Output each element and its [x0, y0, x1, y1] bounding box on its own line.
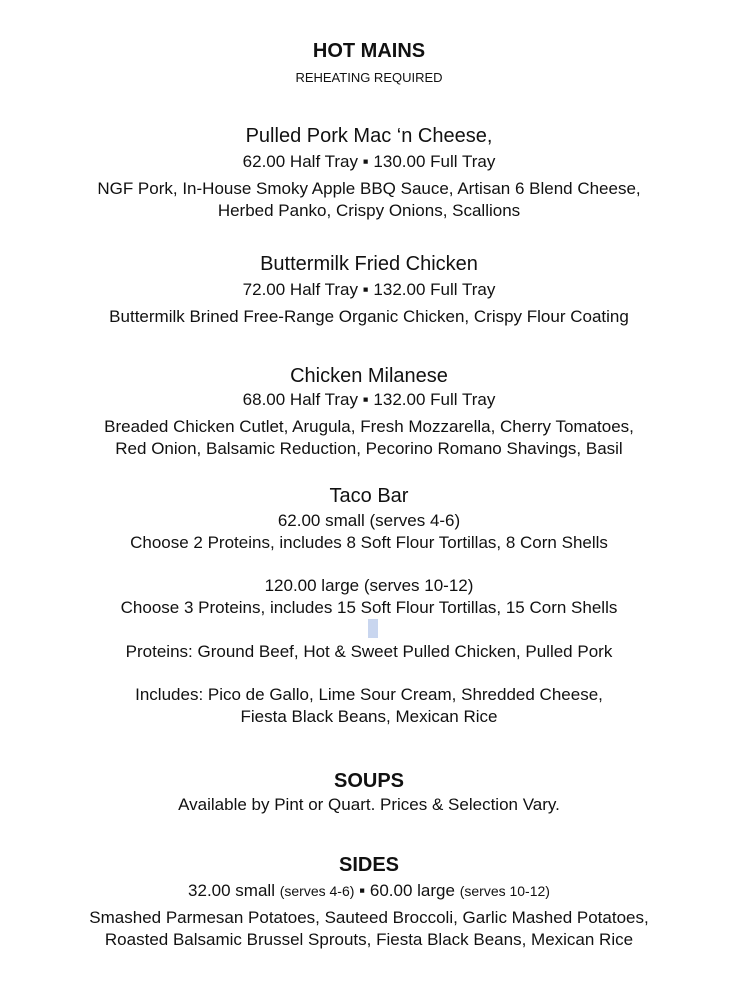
taco-bar-large-price: 120.00 large (serves 10-12)	[264, 576, 474, 595]
menu-item-price: 68.00 Half Tray ▪ 132.00 Full Tray	[242, 390, 496, 409]
taco-bar-small-description: Choose 2 Proteins, includes 8 Soft Flour Tortillas, 8 Corn Shells	[130, 533, 608, 552]
menu-item-description: Red Onion, Balsamic Reduction, Pecorino Romano Shavings, Basil	[115, 439, 623, 458]
menu-item-description: Herbed Panko, Crispy Onions, Scallions	[217, 201, 521, 220]
menu-item-title: Pulled Pork Mac ‘n Cheese,	[245, 125, 493, 147]
menu-item-title-taco-bar: Taco Bar	[329, 485, 409, 507]
section-title-hot-mains: HOT MAINS	[312, 40, 426, 62]
menu-item-price: 72.00 Half Tray ▪ 132.00 Full Tray	[242, 280, 496, 299]
taco-bar-proteins: Proteins: Ground Beef, Hot & Sweet Pulled Chicken, Pulled Pork	[125, 642, 613, 661]
taco-bar-includes: Fiesta Black Beans, Mexican Rice	[240, 707, 498, 726]
text-cursor-highlight	[368, 619, 378, 638]
taco-bar-large-description: Choose 3 Proteins, includes 15 Soft Flour Tortillas, 15 Corn Shells	[120, 598, 618, 617]
sides-price-line	[0, 882, 738, 899]
price-separator: ▪	[359, 881, 366, 900]
menu-item-title: Buttermilk Fried Chicken	[260, 253, 478, 275]
sides-large-price: 60.00 large	[369, 881, 455, 900]
menu-item-title: Chicken Milanese	[290, 365, 448, 387]
sides-small-serves: (serves 4-6)	[279, 883, 355, 899]
menu-item-description: NGF Pork, In-House Smoky Apple BBQ Sauce, Artisan 6 Blend Cheese,	[97, 179, 641, 198]
sides-items: Smashed Parmesan Potatoes, Sauteed Broccoli, Garlic Mashed Potatoes,	[89, 908, 649, 927]
sides-large-serves: (serves 10-12)	[459, 883, 550, 899]
taco-bar-small-price: 62.00 small (serves 4-6)	[277, 511, 461, 530]
section-subtitle-reheating: REHEATING REQUIRED	[295, 70, 443, 85]
soups-description: Available by Pint or Quart. Prices & Selection Vary.	[178, 795, 560, 814]
taco-bar-includes: Includes: Pico de Gallo, Lime Sour Cream, Shredded Cheese,	[135, 685, 603, 704]
sides-items: Roasted Balsamic Brussel Sprouts, Fiesta Black Beans, Mexican Rice	[104, 930, 634, 949]
menu-item-description: Buttermilk Brined Free-Range Organic Chicken, Crispy Flour Coating	[109, 307, 629, 326]
sides-small-price: 32.00 small	[188, 881, 275, 900]
section-title-soups: SOUPS	[333, 770, 405, 792]
section-title-sides: SIDES	[338, 854, 400, 876]
menu-item-price: 62.00 Half Tray ▪ 130.00 Full Tray	[242, 152, 496, 171]
menu-item-description: Breaded Chicken Cutlet, Arugula, Fresh Mozzarella, Cherry Tomatoes,	[104, 417, 634, 436]
